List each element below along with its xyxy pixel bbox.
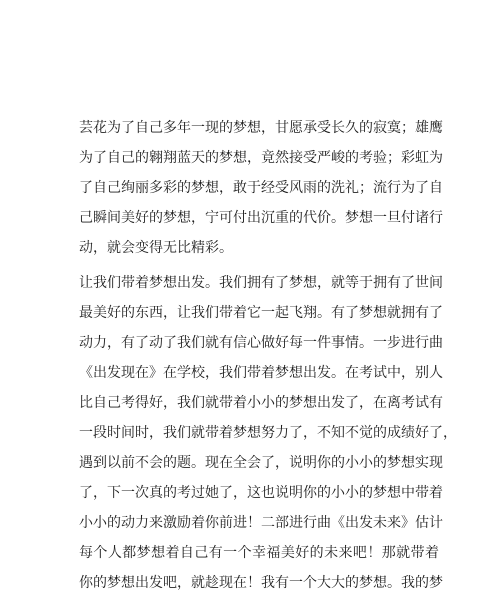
text-line: 了，下一次真的考过她了，这也说明你的小小的梦想中带着 xyxy=(79,485,443,501)
text-line: 最美好的东西，让我们带着它一起飞翔。有了梦想就拥有了 xyxy=(79,305,443,321)
text-line: 动力，有了动了我们就有信心做好每一件事情。一步进行曲 xyxy=(79,335,443,351)
paragraph-set-off-with-dreams xyxy=(79,268,457,598)
text-line: 一段时间时，我们就带着梦想努力了，不知不觉的成绩好了， xyxy=(79,425,457,441)
text-line: 你的梦想出发吧，就趁现在！我有一个大大的梦想。我的梦 xyxy=(79,575,443,591)
text-line: 比自己考得好，我们就带着小小的梦想出发了，在离考试有 xyxy=(79,395,443,411)
text-line: 为了自己的翱翔蓝天的梦想，竟然接受严峻的考验；彩虹为 xyxy=(79,150,443,166)
text-line: 了自己绚丽多彩的梦想，敢于经受风雨的洗礼；流行为了自 xyxy=(79,180,443,196)
paragraph-dreams-intro xyxy=(79,113,443,263)
text-line: 每个人都梦想着自己有一个幸福美好的未来吧！那就带着 xyxy=(79,545,439,561)
text-line: 己瞬间美好的梦想，宁可付出沉重的代价。梦想一旦付诸行 xyxy=(79,210,443,226)
text-line: 《出发现在》在学校，我们带着梦想出发。在考试中，别人 xyxy=(79,365,443,381)
text-line: 让我们带着梦想出发。我们拥有了梦想，就等于拥有了世间 xyxy=(79,275,443,291)
text-line: 遇到以前不会的题。现在全会了，说明你的小小的梦想实现 xyxy=(79,455,443,471)
text-line: 动，就会变得无比精彩。 xyxy=(79,240,233,256)
text-line: 芸花为了自己多年一现的梦想，甘愿承受长久的寂寞；雄鹰 xyxy=(79,120,443,136)
text-line: 小小的动力来激励着你前进！二部进行曲《出发未来》估计 xyxy=(79,515,443,531)
